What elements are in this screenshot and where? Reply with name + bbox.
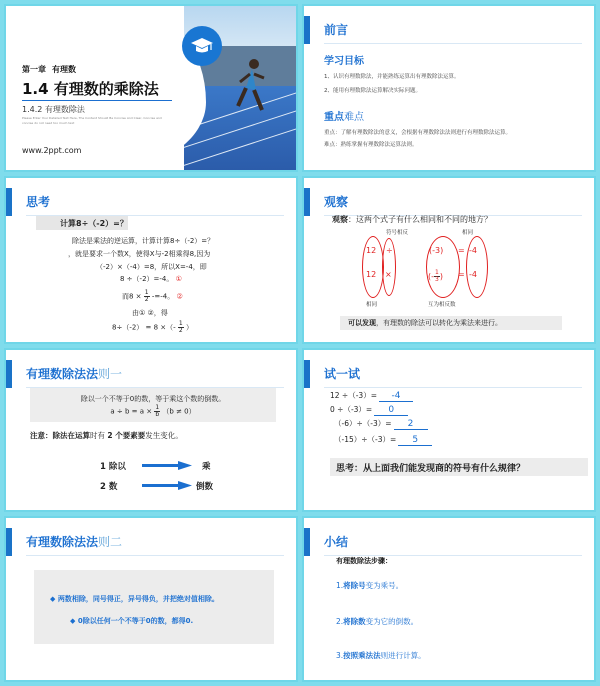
slide-header — [304, 360, 594, 388]
slide-title: 有理数除法法则一 — [26, 367, 123, 381]
slide-5-rule-one[interactable] — [4, 348, 298, 512]
r2-b: (- $\frac{1}{3}$ ) — [428, 269, 443, 283]
note-line: 注意：除法在运算时有 2 个要素要发生变化。 — [30, 431, 183, 440]
answer-4[interactable]: 5 — [398, 435, 432, 446]
arrow-right-icon — [142, 481, 192, 490]
exercise-3: （-6）÷（-3）= 2 — [334, 418, 428, 430]
slide-3-think[interactable] — [4, 176, 298, 344]
slide-title: 试一试 — [324, 367, 361, 381]
slide-title: 思考 — [26, 195, 51, 209]
slide-title: 有理数除法法则二 — [26, 535, 123, 549]
slide-header — [6, 360, 296, 388]
text-line: （-2）×（-4）=8，所以X=-4，即 — [96, 263, 207, 271]
page-title: 1.4 有理数的乘除法 — [22, 80, 159, 98]
slide-6-try[interactable] — [302, 348, 596, 512]
r1-eq: = — [458, 246, 465, 255]
r2-result: -4 — [469, 270, 477, 279]
answer-3[interactable]: 2 — [394, 419, 428, 430]
r1-b: (-3) — [429, 246, 444, 255]
key-point: 重点：了解有理数除法的意义，会根据有理数除法法则进行有理数除法运算。 — [324, 130, 512, 136]
slide-title: 前言 — [324, 23, 349, 37]
rule-line-1: ◆ 两数相除，同号得正，异号得负，并把绝对值相除。 — [50, 595, 219, 603]
label-same-2: 相同 — [366, 302, 378, 308]
text-line: 由① ②，得 — [132, 309, 168, 317]
rule-line-2: ◆ 0除以任何一个不等于0的数，都得0. — [70, 617, 194, 625]
text-line: 除法是乘法的逆运算，计算计算8÷（-2）=？ — [72, 237, 215, 245]
think-box: 思考：从上面我们能发现商的符号有什么规律？ — [330, 458, 588, 476]
text-line: 8 ÷（-2）=-4。 ① — [120, 275, 182, 283]
change-row-2-target: 倒数 — [196, 482, 214, 492]
r1-result: -4 — [469, 246, 477, 255]
r1-op: ÷ — [386, 246, 393, 255]
slide-header — [304, 528, 594, 556]
slide-title: 观察 — [324, 195, 349, 209]
key-heading: 重点难点 — [324, 112, 364, 123]
r2-op: × — [385, 270, 392, 279]
goal-1: 1、认识有理数除法，并能熟练运算出有理数除法运算。 — [324, 74, 460, 80]
goals-heading: 学习目标 — [324, 56, 364, 67]
slide-7-rule-two[interactable] — [4, 516, 298, 682]
slide-2-preface[interactable] — [302, 4, 596, 172]
slide-1-title[interactable] — [4, 4, 298, 172]
subtitle: 1.4.2 有理数除法 — [22, 105, 85, 114]
exercise-2: 0 ÷（-3）= 0 — [330, 404, 408, 416]
rule-box: 除以一个不等于0的数，等于乘这个数的倒数。 a ÷ b = a × $\frac{1}{b}$ （b ≠ 0） — [30, 388, 276, 422]
placeholder-text: Please Enter Your Detailed Text Here, The Content Should Be Concise And Clear, Concise and concise do not need too much text — [22, 116, 162, 125]
change-row-2: 2 数 — [100, 482, 118, 492]
r2-eq: = — [458, 270, 465, 279]
text-line: 而8 × $\frac{1}{2}$ -=-4。 ② — [122, 289, 183, 303]
circled-2: ② — [176, 292, 183, 301]
label-same: 相同 — [462, 230, 474, 236]
chapter-label: 第一章 有理数 — [22, 65, 76, 74]
answer-2[interactable]: 0 — [374, 405, 408, 416]
difficult-point: 难点：熟练掌握有理数除法运算法则。 — [324, 142, 418, 148]
steps-heading: 有理数除法步骤： — [336, 557, 392, 565]
exercise-1: 12 ÷（-3）= -4 — [330, 390, 413, 402]
website-url[interactable]: www.2ppt.com — [22, 146, 82, 155]
graduation-cap-icon — [182, 26, 222, 66]
diamond-icon: ◆ — [70, 617, 76, 625]
slide-title: 小结 — [324, 535, 349, 549]
text-line: 8÷（-2） = 8 ×（- $\frac{1}{2}$ ） — [112, 320, 193, 334]
step-2: 2.将除数变为它的倒数。 — [336, 617, 419, 626]
fraction: $\frac{1}{2}$ — [178, 320, 183, 334]
slide-4-observe[interactable] — [302, 176, 596, 344]
runner-figure — [234, 58, 268, 118]
rule-box — [34, 570, 274, 644]
answer-1[interactable]: -4 — [379, 391, 413, 402]
goal-2: 2、能用有理数除法运算解决实际问题。 — [324, 88, 422, 94]
change-row-1: 1 除以 — [100, 462, 126, 472]
circled-1: ① — [175, 275, 182, 283]
slide-8-summary[interactable] — [302, 516, 596, 682]
slide-header — [304, 188, 594, 216]
step-1: 1.将除号变为乘号。 — [336, 581, 404, 590]
label-reciprocal: 互为相反数 — [428, 302, 456, 308]
observe-question: 观察：这两个式子有什么相同和不同的地方？ — [332, 215, 492, 224]
r1-a: 12 — [366, 246, 377, 255]
slide-header — [6, 528, 296, 556]
change-row-1-target: 乘 — [202, 462, 211, 472]
step-3: 3.按照乘法法则进行计算。 — [336, 651, 426, 660]
slide-header — [304, 16, 594, 44]
slide-header — [6, 188, 296, 216]
label-sign-opposite: 符号相反 — [386, 230, 409, 236]
exercise-4: （-15）÷（-3）= 5 — [334, 434, 432, 446]
text-line: ，就是要求一个数X，使得X与-2相乘得8,因为 — [68, 250, 211, 258]
conclusion-box: 可以发现，有理数的除法可以转化为乘法来进行。 — [340, 316, 562, 330]
fraction: $\frac{1}{2}$ — [144, 289, 149, 303]
question-box: 计算8÷（-2）=？ — [36, 216, 128, 230]
r2-a: 12 — [366, 270, 377, 279]
diamond-icon: ◆ — [50, 595, 56, 603]
title-underline — [22, 100, 172, 101]
arrow-right-icon — [142, 461, 192, 470]
